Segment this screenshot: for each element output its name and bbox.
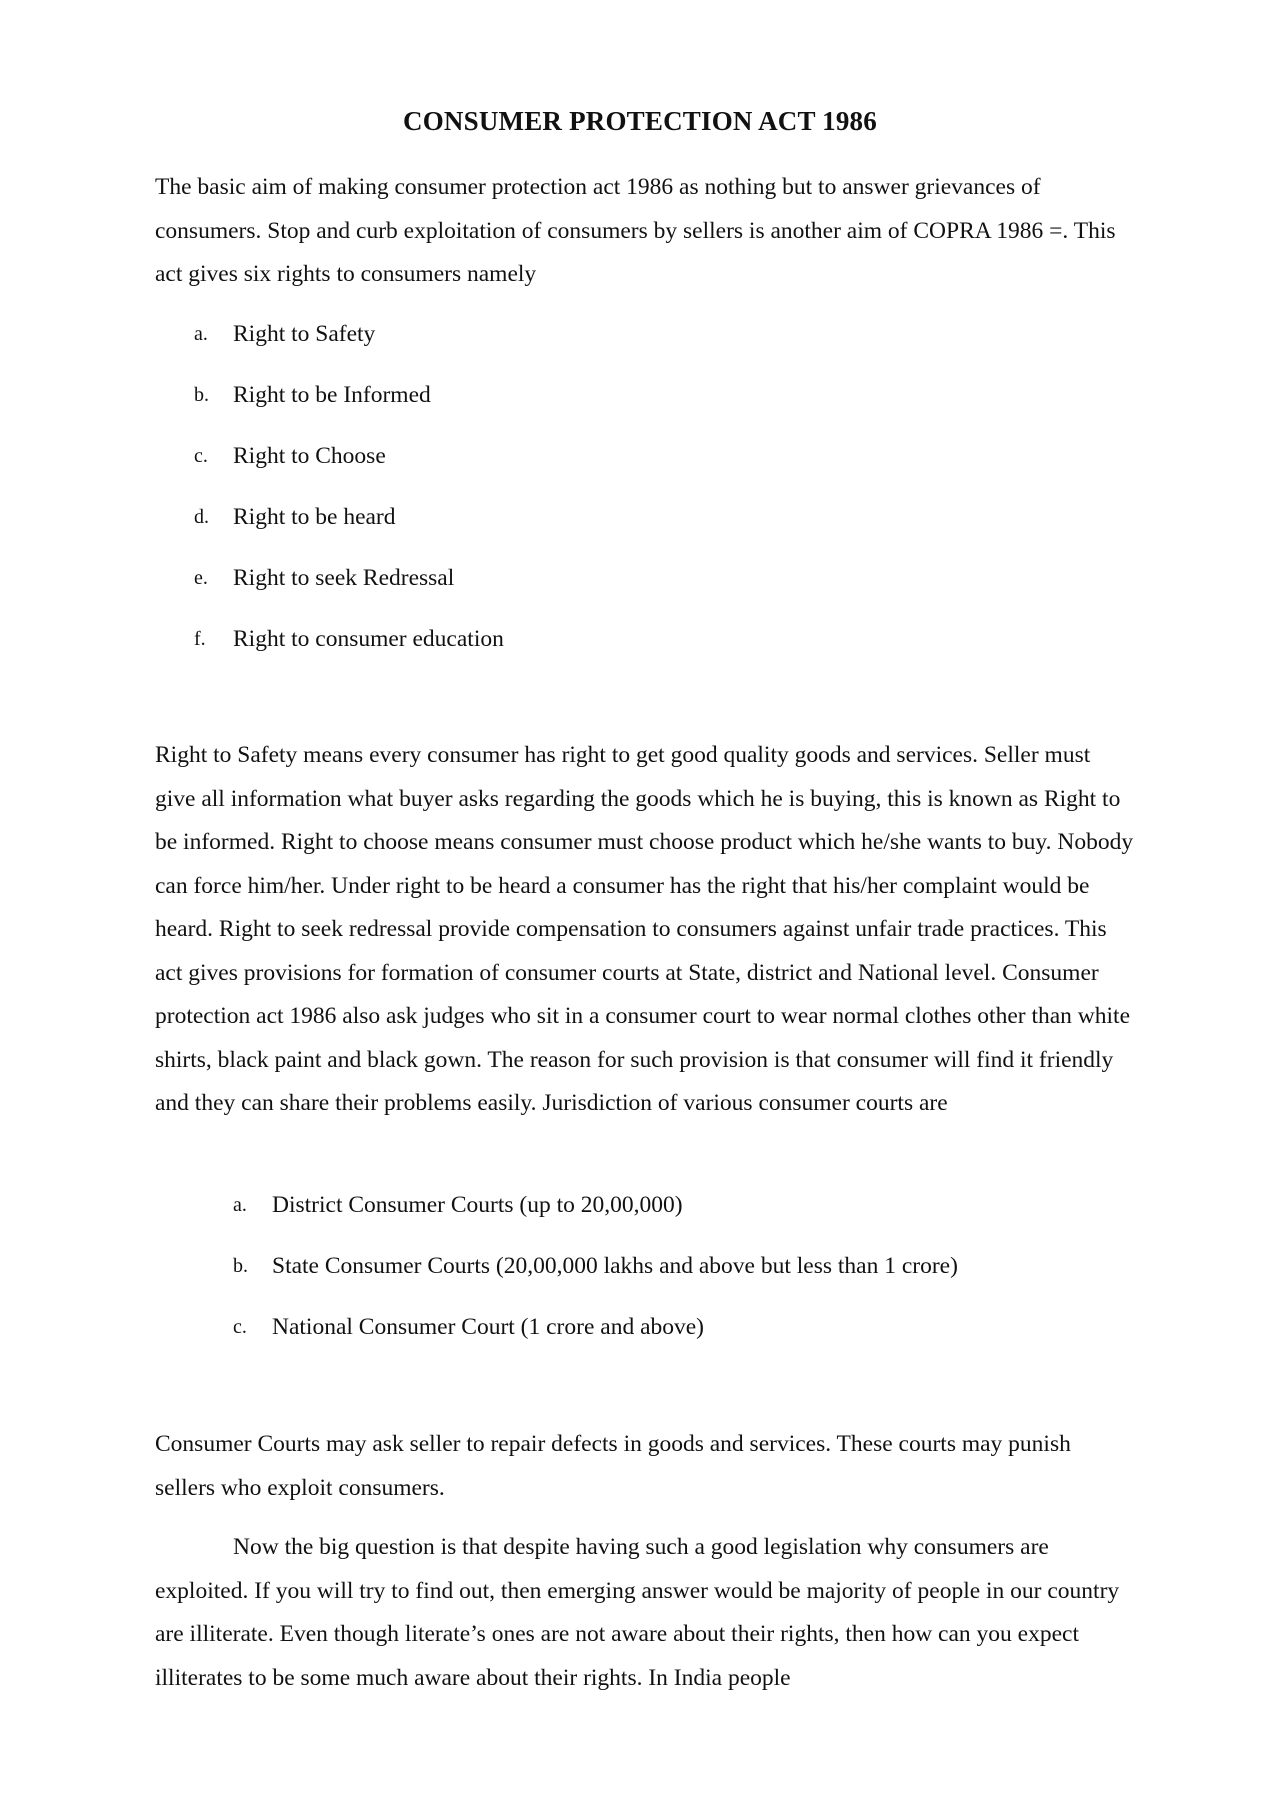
list-marker: f. xyxy=(194,628,206,650)
list-marker: a. xyxy=(233,1194,247,1216)
question-text: Now the big question is that despite having such a good legislation why consumers are exploited. If you will try to find out, then emerging answer would be majority of people in our country are illiterate. Even though literate’s ones are not aware about their rights, then how can you expect illiterates to be some much aware about their rights. In India people xyxy=(155,1534,1120,1691)
list-marker: a. xyxy=(194,323,208,345)
list-marker: b. xyxy=(194,384,209,406)
list-item-text: Right to Choose xyxy=(233,443,386,469)
list-item-text: Right to seek Redressal xyxy=(233,565,455,591)
explanation-text: Right to Safety means every consumer has right to get good quality goods and services. Seller must give all information what buyer asks regarding the goods which he is buying, this is known as Right to be informed. Right to choose means consumer must choose product which he/she wants to buy. Nobody can force him/her. Under right to be heard a consumer has the right that his/her complaint would be heard. Right to seek redressal provide compensation to consumers against unfair trade practices. This act gives provisions for formation of consumer courts at State, district and National level. Consumer protection act 1986 also ask judges who sit in a consumer court to wear normal clothes other than white shirts, black paint and black gown. The reason for such provision is that consumer will find it friendly and they can share their problems easily. Jurisdiction of various consumer courts are xyxy=(155,742,1134,1116)
list-item-text: Right to consumer education xyxy=(233,626,504,652)
document-title: CONSUMER PROTECTION ACT 1986 xyxy=(403,106,877,136)
list-marker: c. xyxy=(194,445,208,467)
list-marker: d. xyxy=(194,506,209,528)
list-item-text: District Consumer Courts (up to 20,00,000) xyxy=(272,1192,683,1218)
list-item-text: Right to be Informed xyxy=(233,382,431,408)
courts-powers-text: Consumer Courts may ask seller to repair defects in goods and services. These courts may punish sellers who exploit consumers. xyxy=(155,1431,1071,1501)
list-item-text: National Consumer Court (1 crore and above) xyxy=(272,1314,705,1340)
question-paragraph xyxy=(155,1526,1135,1700)
list-item-text: State Consumer Courts (20,00,000 lakhs and above but less than 1 crore) xyxy=(272,1253,958,1279)
list-marker: e. xyxy=(194,567,208,589)
list-item-text: Right to Safety xyxy=(233,321,376,347)
list-marker: b. xyxy=(233,1255,248,1277)
explanation-paragraph xyxy=(155,734,1135,1126)
list-marker: c. xyxy=(233,1316,247,1338)
courts-powers-paragraph xyxy=(155,1423,1135,1510)
intro-text: The basic aim of making consumer protection act 1986 as nothing but to answer grievances of consumers. Stop and curb exploitation of consumers by sellers is another aim of COPRA 1986 =. This act gives six rights to consumers namely xyxy=(155,174,1116,287)
intro-paragraph xyxy=(155,166,1135,297)
list-item-text: Right to be heard xyxy=(233,504,396,530)
